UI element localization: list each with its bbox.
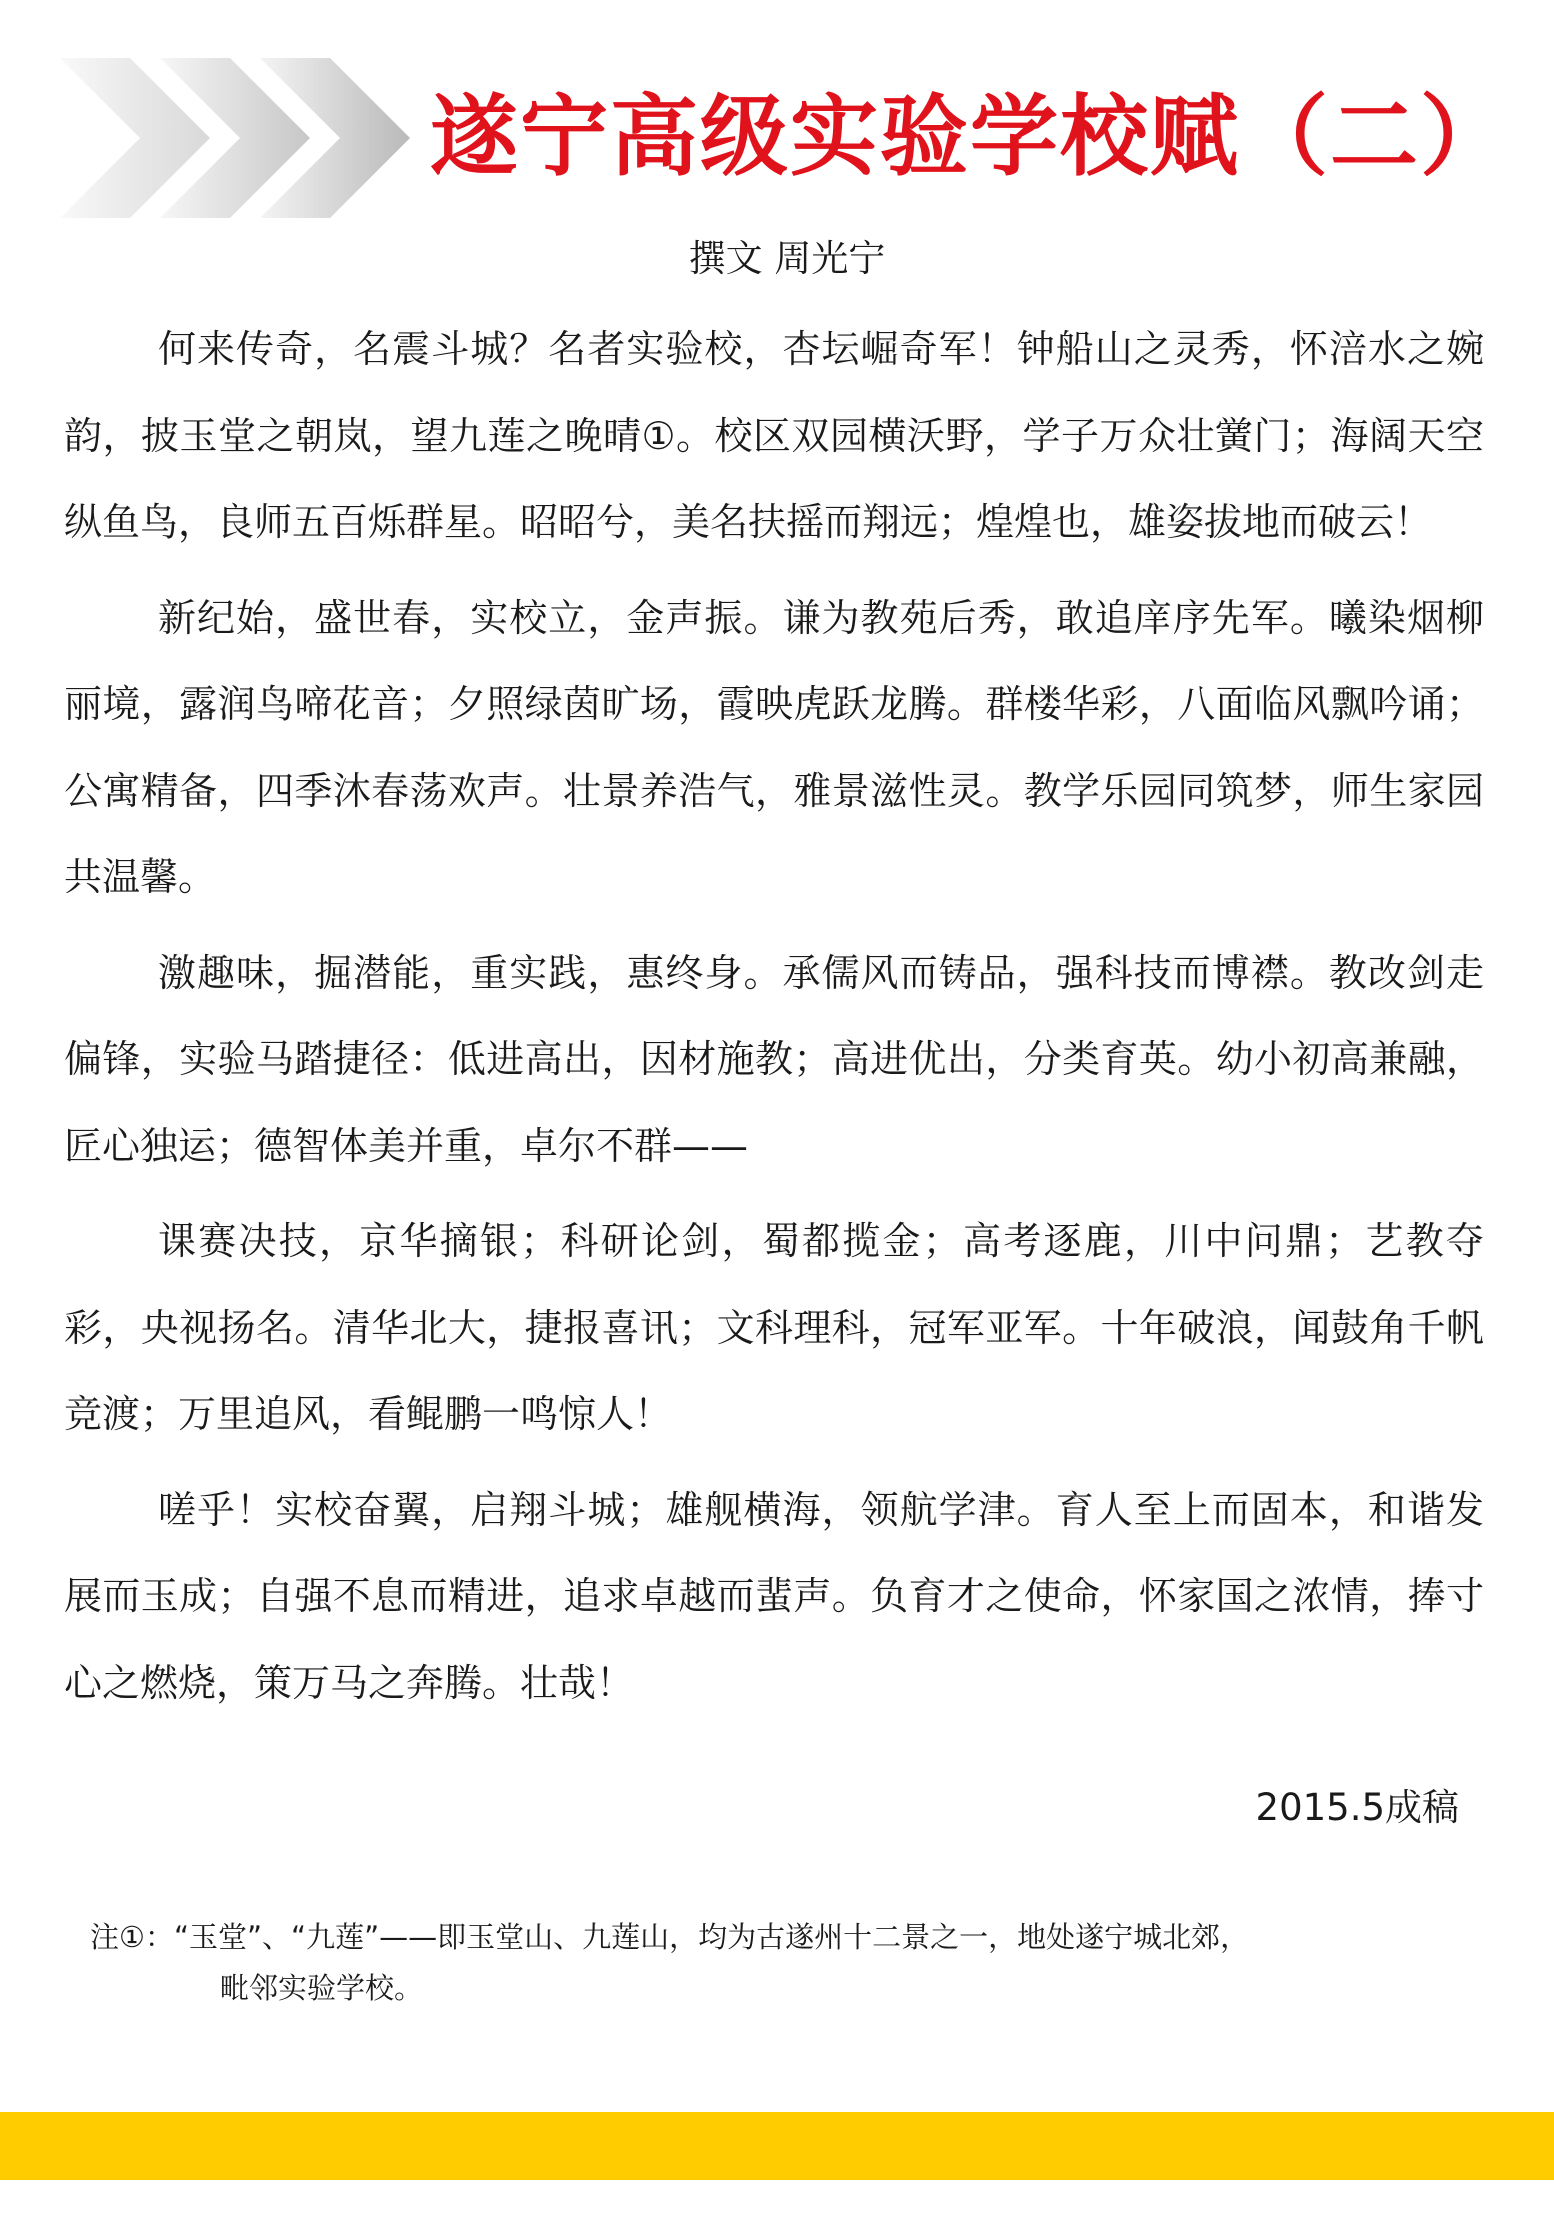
- chevron-arrows-icon: [60, 58, 440, 218]
- paragraph: 嗟乎！实校奋翼，启翔斗城；雄舰横海，领航学津。育人至上而固本，和谐发展而玉成；自强不息而精进，追求卓越而蜚声。负育才之使命，怀家国之浓情，捧寸心之燃烧，策万马之奔腾。壮哉！: [64, 1487, 1484, 1705]
- date-line: 2015.5成稿: [1255, 1786, 1459, 1829]
- body-text: [64, 306, 1484, 1735]
- page-header: [0, 0, 1554, 240]
- footnote: [90, 1912, 1490, 2014]
- document-title: 遂宁高级实验学校赋（二）: [430, 84, 1511, 188]
- author-line: 撰文 周光宁: [688, 237, 886, 280]
- footnote-line: 毗邻实验学校。: [220, 1971, 424, 2005]
- paragraph: 课赛决技，京华摘银；科研论剑，蜀都揽金；高考逐鹿，川中问鼎；艺教夺彩，央视扬名。清华北大，捷报喜讯；文科理科，冠军亚军。十年破浪，闻鼓角千帆竞渡；万里追风，看鲲鹏一鸣惊人！: [64, 1219, 1484, 1436]
- footnote-line: 注①：“玉堂”、“九莲”——即玉堂山、九莲山，均为古遂州十二景之一，地处遂宁城北郊，: [90, 1920, 1250, 1954]
- paragraph: 何来传奇，名震斗城？名者实验校，杏坛崛奇军！钟船山之灵秀，怀涪水之婉韵，披玉堂之朝岚，望九莲之晚晴①。校区双园横沃野，学子万众壮黉门；海阔天空纵鱼鸟，良师五百烁群星。昭昭兮，美名扶摇而翔远；煌煌也，雄姿拔地而破云！: [64, 327, 1484, 544]
- footer-bar: [0, 2112, 1554, 2180]
- paragraph: 激趣味，掘潜能，重实践，惠终身。承儒风而铸品，强科技而博襟。教改剑走偏锋，实验马踏捷径：低进高出，因材施教；高进优出，分类育英。幼小初高兼融，匠心独运；德智体美并重，卓尔不群——: [64, 950, 1484, 1168]
- paragraph: 新纪始，盛世春，实校立，金声振。谦为教苑后秀，敢追庠序先军。曦染烟柳丽境，露润鸟啼花音；夕照绿茵旷场，霞映虎跃龙腾。群楼华彩，八面临风飘吟诵；公寓精备，四季沐春荡欢声。壮景养浩气，雅景滋性灵。教学乐园同筑梦，师生家园共温馨。: [64, 595, 1484, 899]
